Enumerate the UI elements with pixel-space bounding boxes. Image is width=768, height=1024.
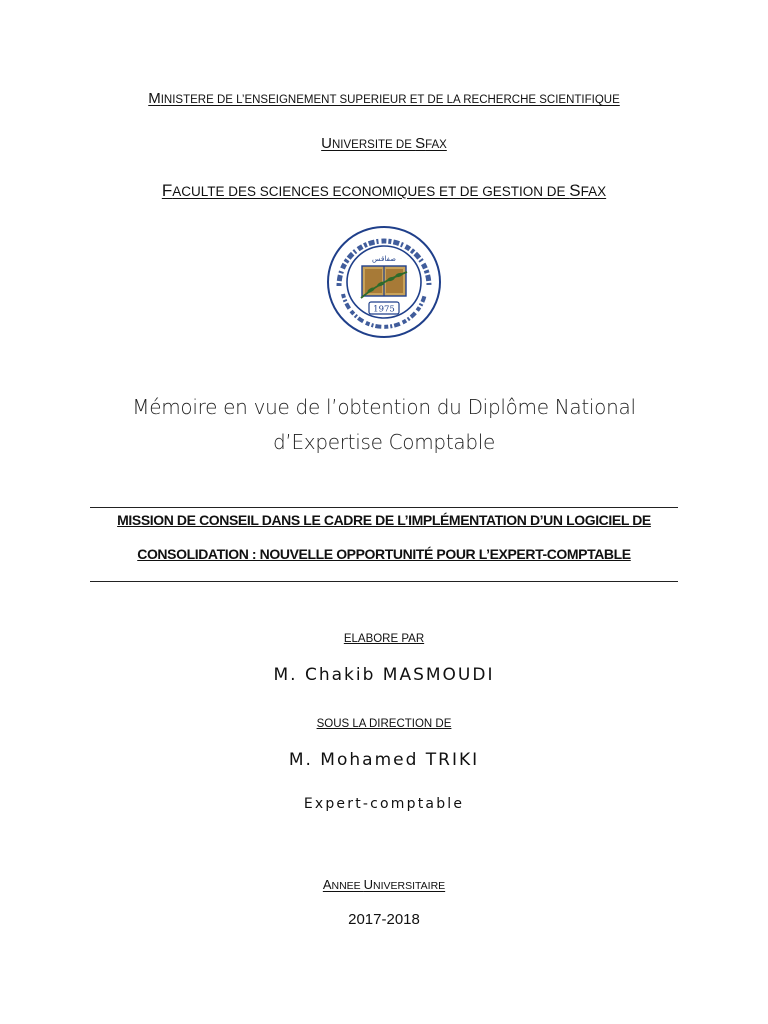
university-heading xyxy=(0,135,768,153)
academic-year-value: 2017-2018 xyxy=(348,911,420,928)
faculty-heading xyxy=(0,181,768,201)
supervisor-role: Expert-comptable xyxy=(303,796,465,812)
thesis-title-line-1: MISSION DE CONSEIL DANS LE CADRE DE L’IMPLÉMENTATION D’UN LOGICIEL DE xyxy=(117,512,651,528)
annee-initial2: U xyxy=(363,877,373,892)
university-rest: NIVERSITE DE xyxy=(332,139,416,151)
faculty-initial: F xyxy=(161,181,173,200)
faculty-rest: ACULTE DES SCIENCES ECONOMIQUES ET DE GESTION DE xyxy=(172,184,570,199)
supervisor-label: SOUS LA DIRECTION DE xyxy=(316,718,452,730)
university-seal-icon xyxy=(325,224,443,340)
university-initial2: S xyxy=(415,135,426,152)
faculty-rest2: FAX xyxy=(580,184,607,199)
ministry-initial: M xyxy=(148,90,161,107)
title-rule-top xyxy=(90,507,678,508)
seal-arabic-label: صفاقس xyxy=(372,255,396,263)
academic-year-label xyxy=(0,876,768,894)
author-label: ELABORE PAR xyxy=(343,633,425,645)
university-rest2: FAX xyxy=(425,139,447,151)
title-rule-bottom xyxy=(90,581,678,582)
annee-initial: A xyxy=(322,877,332,892)
university-initial: U xyxy=(321,135,332,152)
annee-rest2: NIVERSITAIRE xyxy=(373,880,446,892)
thesis-title-line-2: CONSOLIDATION : NOUVELLE OPPORTUNITÉ POUR L’EXPERT-COMPTABLE xyxy=(137,546,631,562)
author-name: M. Chakib MASMOUDI xyxy=(273,665,495,685)
seal-year: 1975 xyxy=(373,304,395,315)
ministry-rest: INISTERE DE L’ENSEIGNEMENT SUPERIEUR ET DE LA RECHERCHE SCIENTIFIQUE xyxy=(160,94,620,106)
memoire-line-1: Mémoire en vue de l’obtention du Diplôme National xyxy=(132,395,636,419)
memoire-line-2: d’Expertise Comptable xyxy=(273,430,495,454)
supervisor-name: M. Mohamed TRIKI xyxy=(288,750,480,770)
faculty-initial2: S xyxy=(569,181,581,200)
ministry-heading xyxy=(0,90,768,108)
annee-rest: NNEE xyxy=(331,880,364,892)
